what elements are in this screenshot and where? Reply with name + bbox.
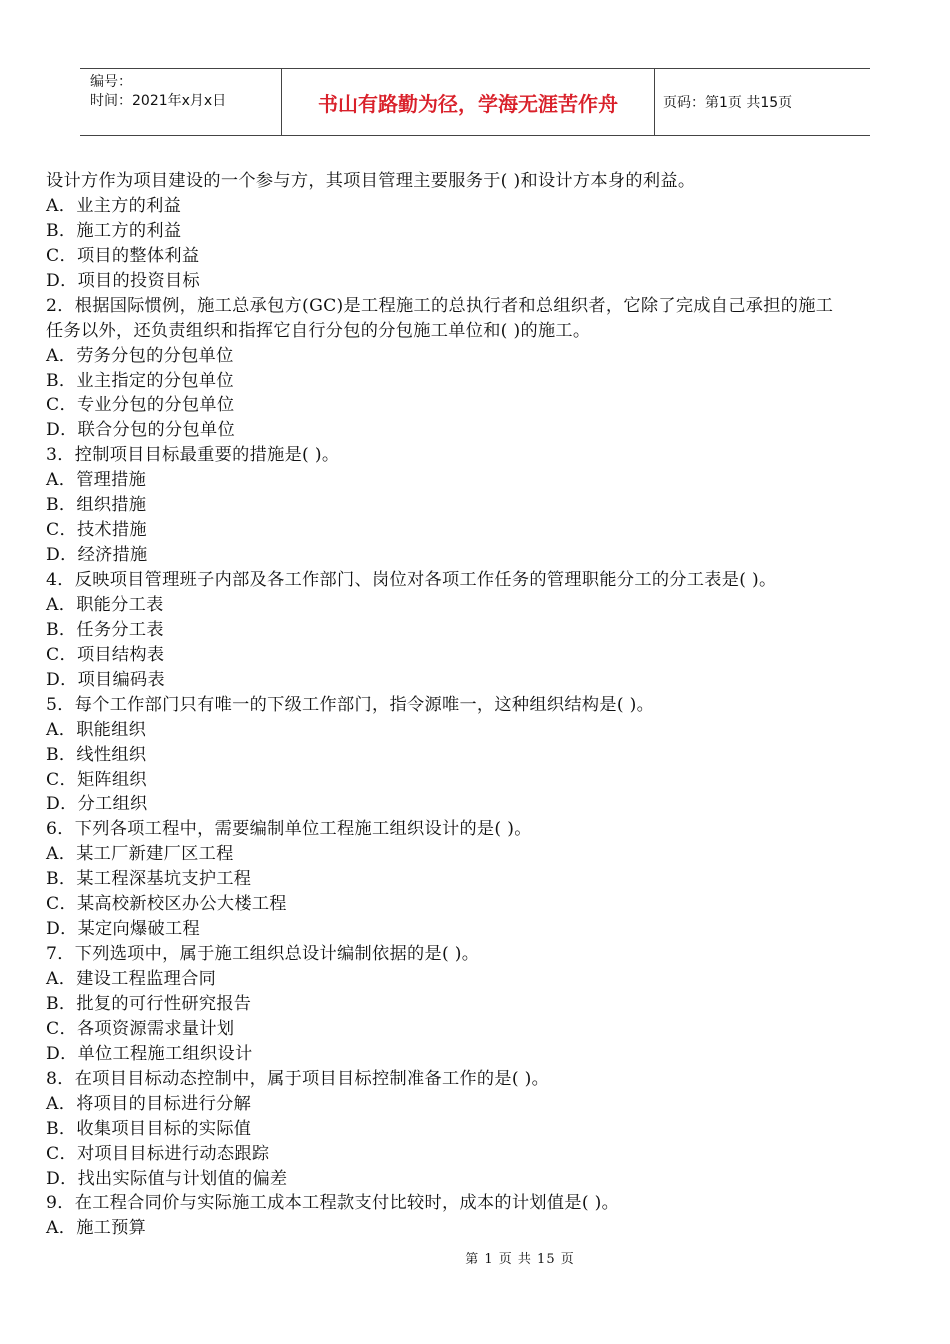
text-line: C．项目的整体利益	[46, 245, 200, 266]
text-line: 任务以外，还负责组织和指挥它自行分包的分包施工单位和( )的施工。	[46, 320, 591, 341]
text-line: 3．控制项目目标最重要的措施是( )。	[46, 445, 340, 466]
text-line: 9．在工程合同价与实际施工成本工程款支付比较时，成本的计划值是( )。	[46, 1193, 620, 1214]
text-line: D．某定向爆破工程	[46, 919, 200, 940]
text-line: A．职能组织	[46, 719, 147, 740]
page-header	[80, 68, 870, 136]
text-line: A．建设工程监理合同	[46, 969, 217, 989]
text-line: B．业主指定的分包单位	[46, 370, 234, 391]
text-line: B．线性组织	[46, 744, 147, 765]
text-line: D．单位工程施工组织设计	[46, 1043, 253, 1064]
header-meta	[80, 69, 281, 135]
text-line: C．各项资源需求量计划	[46, 1018, 235, 1039]
text-line: C．对项目目标进行动态跟踪	[46, 1143, 270, 1164]
text-line: A．将项目的目标进行分解	[46, 1093, 252, 1114]
text-line: B．批复的可行性研究报告	[46, 993, 252, 1014]
text-line: A．劳务分包的分包单位	[46, 345, 234, 366]
text-line: C．某高校新校区办公大楼工程	[46, 894, 287, 915]
text-line: B．收集项目目标的实际值	[46, 1118, 252, 1139]
text-line: A．职能分工表	[46, 594, 164, 615]
text-line: B．任务分工表	[46, 619, 164, 640]
motto: 书山有路勤为径，学海无涯苦作舟	[281, 69, 655, 135]
text-line: D．联合分包的分包单位	[46, 420, 235, 441]
text-line: 5．每个工作部门只有唯一的下级工作部门，指令源唯一，这种组织结构是( )。	[46, 694, 655, 715]
time-label: 时间：2021年x月x日	[90, 93, 227, 109]
text-line: C．专业分包的分包单位	[46, 395, 235, 416]
text-line: A．业主方的利益	[46, 195, 182, 216]
text-line: D．项目的投资目标	[46, 270, 200, 291]
text-line: A．管理措施	[46, 470, 147, 491]
text-line: 设计方作为项目建设的一个参与方，其项目管理主要服务于( )和设计方本身的利益。	[46, 171, 696, 191]
text-line: 8．在项目目标动态控制中，属于项目目标控制准备工作的是( )。	[46, 1068, 550, 1089]
text-line: B．施工方的利益	[46, 220, 182, 241]
text-line: D．分工组织	[46, 794, 148, 815]
text-line: C．技术措施	[46, 520, 147, 541]
page-info: 页码：第1页 共15页	[663, 95, 793, 111]
text-line: B．某工程深基坑支护工程	[46, 869, 252, 890]
text-line: 2．根据国际惯例，施工总承包方(GC)是工程施工的总执行者和总组织者，它除了完成自己承担的施工	[46, 295, 834, 316]
text-line: A．施工预算	[46, 1218, 147, 1239]
text-line: C．矩阵组织	[46, 769, 147, 790]
text-line: D．经济措施	[46, 545, 148, 566]
text-line: B．组织措施	[46, 495, 147, 516]
text-line: D．找出实际值与计划值的偏差	[46, 1168, 288, 1189]
text-line: 4．反映项目管理班子内部及各工作部门、岗位对各项工作任务的管理职能分工的分工表是( )。	[46, 570, 777, 590]
document-body	[46, 169, 908, 1241]
page-footer: 第 1 页 共 15 页	[465, 1252, 575, 1267]
text-line: C．项目结构表	[46, 644, 165, 665]
text-line: A．某工厂新建厂区工程	[46, 844, 234, 865]
text-line: D．项目编码表	[46, 669, 166, 690]
text-line: 6．下列各项工程中，需要编制单位工程施工组织设计的是( )。	[46, 819, 532, 840]
text-line: 7．下列选项中，属于施工组织总设计编制依据的是( )。	[46, 944, 480, 965]
number-label: 编号：	[90, 74, 132, 90]
